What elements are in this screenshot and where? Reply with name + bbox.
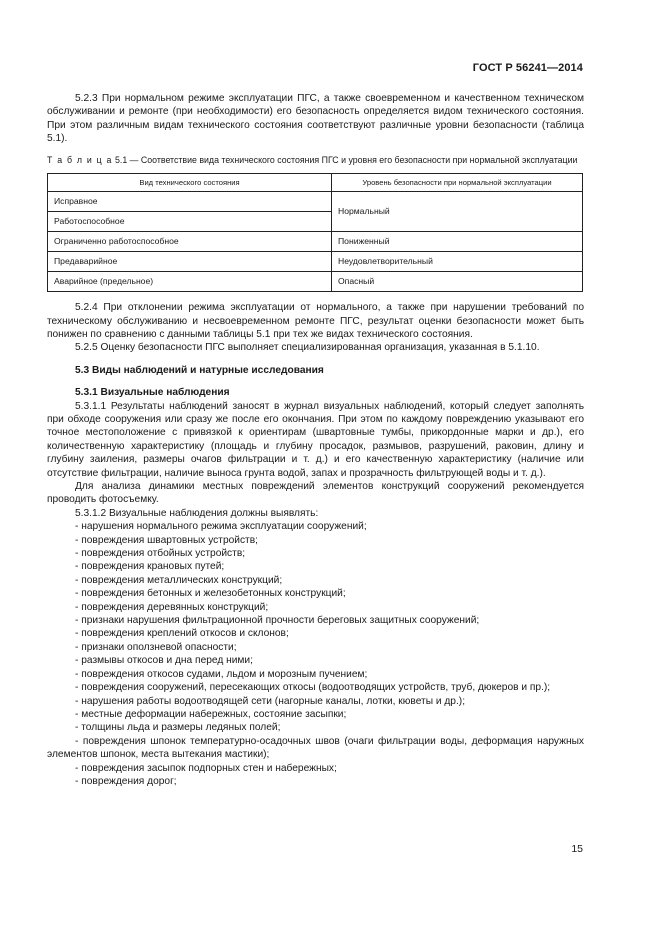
table-row <box>48 232 583 252</box>
list-item: - повреждения деревянных конструкций; <box>75 601 269 613</box>
list-item: - повреждения шпонок температурно-осадочных швов (очаги фильтрации воды, деформация наружных элементов шпонок, места вытекания мастики); <box>47 735 584 761</box>
list-item: - нарушения работы водоотводящей сети (нагорные каналы, лотки, кюветы и др.); <box>75 695 466 707</box>
page-content <box>47 92 584 788</box>
table-cell-level: Неудовлетворительный <box>332 252 583 272</box>
list-item: - толщины льда и размеры ледяных полей; <box>75 722 281 734</box>
list-item: - повреждения металлических конструкций; <box>75 574 283 586</box>
table-caption-text: 5.1 — Соответствие вида технического состояния ПГС и уровня его безопасности при нормальной эксплуатации <box>115 154 578 165</box>
list-item: - повреждения крановых путей; <box>75 561 225 573</box>
table-header-row <box>48 174 583 192</box>
table-row <box>48 272 583 292</box>
table-row <box>48 192 583 212</box>
page-number: 15 <box>571 843 583 855</box>
table-header-level: Уровень безопасности при нормальной эксплуатации <box>332 174 583 192</box>
list-item: - размывы откосов и дна перед ними; <box>75 655 253 667</box>
table-caption-prefix: Т а б л и ц а <box>47 154 113 165</box>
table-cell-state: Работоспособное <box>48 212 332 232</box>
paragraph-5-3-1-1: 5.3.1.1 Результаты наблюдений заносят в журнал визуальных наблюдений, который следует заполнять при обходе сооружения или сразу же после его окончания. При этом по каждому повреждению указывают его точное местоположение с привязкой к ориентирам (швартовные тумбы, прикордонные марки и др.), его количественную характеристику (площадь и глубину просадок, размывов, разрушений, раковин, длину и глубину заиления, размеры очагов фильтрации и т. д.) и его качественную характеристику (наличие или отсутствие фильтрации, наличие выноса грунта водой, запах и прозрачность фильтрующей воды и т. д.). <box>47 400 584 479</box>
table-caption <box>47 155 584 167</box>
list-item: - повреждения отбойных устройств; <box>75 548 246 560</box>
list-item: - повреждения бетонных и железобетонных конструкций; <box>75 588 346 600</box>
list-item: - повреждения креплений откосов и склонов; <box>75 628 289 640</box>
list-item: - местные деформации набережных, состояние засыпки; <box>75 708 347 720</box>
paragraph-5-3-1-2: 5.3.1.2 Визуальные наблюдения должны выявлять: <box>75 507 319 519</box>
list-item: - повреждения дорог; <box>75 775 177 787</box>
list-item: - повреждения откосов судами, льдом и морозным пучением; <box>75 668 368 680</box>
table-cell-level: Пониженный <box>332 232 583 252</box>
standard-header: ГОСТ Р 56241—2014 <box>472 62 583 74</box>
table-row <box>48 252 583 272</box>
table-cell-state: Ограниченно работоспособное <box>48 232 332 252</box>
table-header-state: Вид технического состояния <box>48 174 332 192</box>
table-5-1 <box>47 173 583 292</box>
paragraph-photo: Для анализа динамики местных повреждений элементов конструкций сооружений рекомендуется проводить фотосъемку. <box>47 481 584 506</box>
observation-list <box>47 520 584 788</box>
section-heading-5-3: 5.3 Виды наблюдений и натурные исследования <box>75 364 324 376</box>
list-item: - повреждения засыпок подпорных стен и набережных; <box>75 762 337 774</box>
paragraph-5-2-3: 5.2.3 При нормальном режиме эксплуатации ПГС, а также своевременном и качественном техническом обслуживании и ремонте (при необходимости) его безопасность определяется видом технического состояния. При этом различным видам технического состояния соответствуют различные уровни безопасности (таблица 5.1). <box>47 93 584 145</box>
table-cell-state: Аварийное (предельное) <box>48 272 332 292</box>
list-item: - признаки нарушения фильтрационной прочности береговых защитных сооружений; <box>75 615 480 627</box>
paragraph-5-2-4: 5.2.4 При отклонении режима эксплуатации от нормального, а также при нарушении требований по техническому обслуживанию и несвоевременном ремонте ПГС, результат оценки безопасности может быть понижен по сравнению с данными таблицы 5.1 при тех же видах технического состояния. <box>47 302 584 340</box>
section-heading-5-3-1: 5.3.1 Визуальные наблюдения <box>75 387 230 399</box>
table-cell-state: Исправное <box>48 192 332 212</box>
table-cell-state: Предаварийное <box>48 252 332 272</box>
list-item: - повреждения сооружений, пересекающих откосы (водоотводящих устройств, труб, дюкеров и пр.); <box>75 682 551 694</box>
table-cell-level: Опасный <box>332 272 583 292</box>
paragraph-5-2-5: 5.2.5 Оценку безопасности ПГС выполняет специализированная организация, указанная в 5.1.10. <box>75 342 540 354</box>
list-item: - нарушения нормального режима эксплуатации сооружений; <box>75 521 367 533</box>
list-item: - признаки оползневой опасности; <box>75 641 237 653</box>
list-item: - повреждения швартовных устройств; <box>75 534 258 546</box>
table-cell-level: Нормальный <box>332 192 583 232</box>
